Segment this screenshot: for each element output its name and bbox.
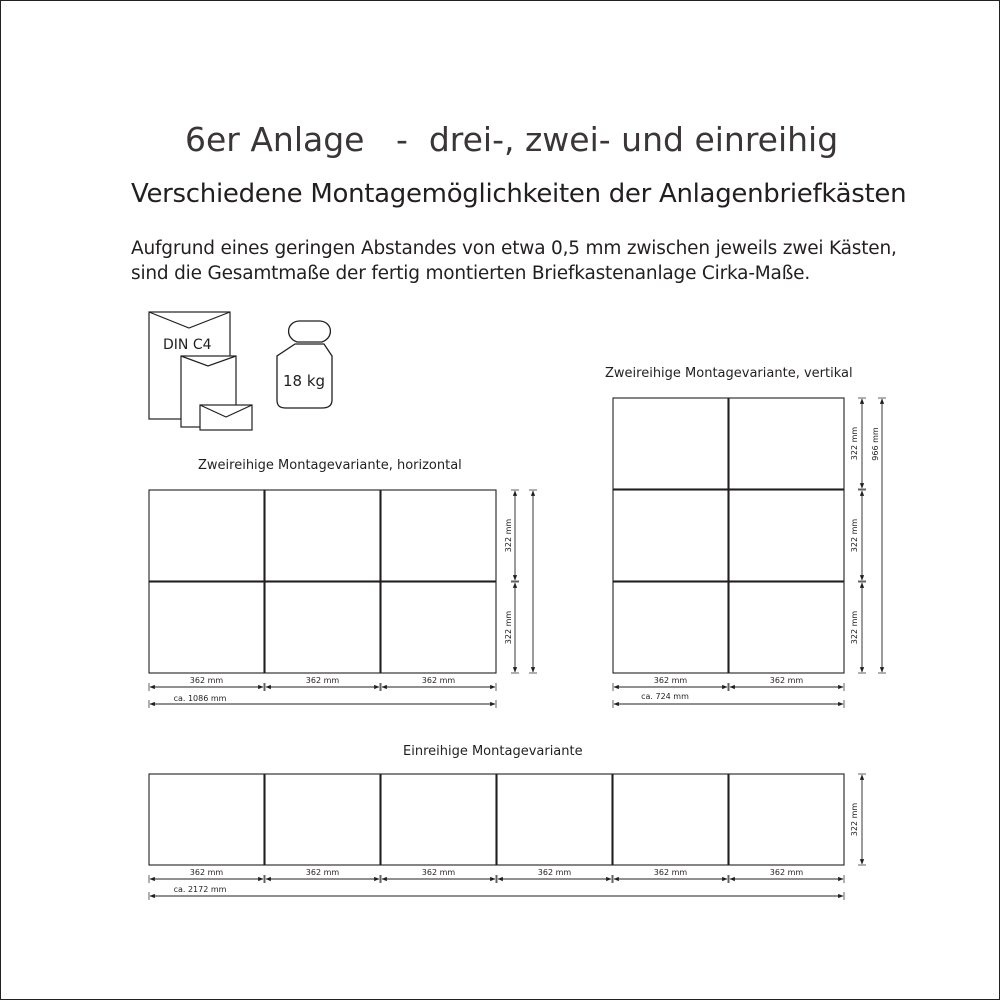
height-label: 322 mm <box>504 518 513 553</box>
width-label: 362 mm <box>189 676 224 685</box>
envelope-stack-icon <box>149 312 252 430</box>
width-label: 362 mm <box>305 868 340 877</box>
width-label: 362 mm <box>769 868 804 877</box>
mailbox-cell <box>497 774 612 865</box>
mailbox-cell <box>729 774 844 865</box>
weight-label: 18 kg <box>283 372 326 390</box>
width-label: 362 mm <box>769 676 804 685</box>
horizontal-caption: Zweireihige Montagevariante, horizontal <box>198 458 462 473</box>
envelope-label: DIN C4 <box>163 337 212 353</box>
width-label: 362 mm <box>305 676 340 685</box>
mailbox-cell <box>729 490 844 581</box>
mailbox-cell <box>265 774 380 865</box>
mailbox-cell <box>381 582 496 673</box>
height-label: 322 mm <box>850 426 859 461</box>
mailbox-cell <box>265 582 380 673</box>
page-title: 6er Anlage - drei-, zwei- und einreihig <box>185 120 839 159</box>
mailbox-cell <box>613 490 728 581</box>
info-line-1: Aufgrund eines geringen Abstandes von etwa 0,5 mm zwischen jeweils zwei Kästen, <box>131 238 897 259</box>
page-subtitle: Verschiedene Montagemöglichkeiten der Anlagenbriefkästen <box>131 179 907 209</box>
width-label: 362 mm <box>189 868 224 877</box>
mailbox-cell <box>265 490 380 581</box>
weight-icon <box>277 321 332 408</box>
mailbox-cell <box>381 774 496 865</box>
width-label: 362 mm <box>653 676 688 685</box>
total-width-label: ca. 2172 mm <box>173 885 227 894</box>
total-width-label: ca. 1086 mm <box>173 694 227 703</box>
info-line-2: sind die Gesamtmaße der fertig montierten Briefkastenanlage Cirka-Maße. <box>131 263 811 284</box>
total-height-label: 966 mm <box>871 427 880 461</box>
single-layout <box>149 774 866 900</box>
height-label: 322 mm <box>850 610 859 645</box>
width-label: 362 mm <box>537 868 572 877</box>
mailbox-cell <box>729 398 844 489</box>
mailbox-cell <box>149 582 264 673</box>
single-caption: Einreihige Montagevariante <box>403 744 583 759</box>
width-label: 362 mm <box>421 676 456 685</box>
horizontal-layout <box>149 490 537 708</box>
mailbox-cell <box>149 490 264 581</box>
total-width-label: ca. 724 mm <box>641 692 689 701</box>
mailbox-cell <box>149 774 264 865</box>
width-label: 362 mm <box>421 868 456 877</box>
mailbox-cell <box>613 774 728 865</box>
vertical-caption: Zweireihige Montagevariante, vertikal <box>605 366 853 381</box>
height-label: 322 mm <box>850 518 859 553</box>
height-label: 322 mm <box>850 802 859 837</box>
height-label: 322 mm <box>504 610 513 645</box>
mailbox-cell <box>381 490 496 581</box>
vertical-layout <box>613 398 886 708</box>
width-label: 362 mm <box>653 868 688 877</box>
mailbox-cell <box>613 398 728 489</box>
mailbox-cell <box>613 582 728 673</box>
mailbox-cell <box>729 582 844 673</box>
